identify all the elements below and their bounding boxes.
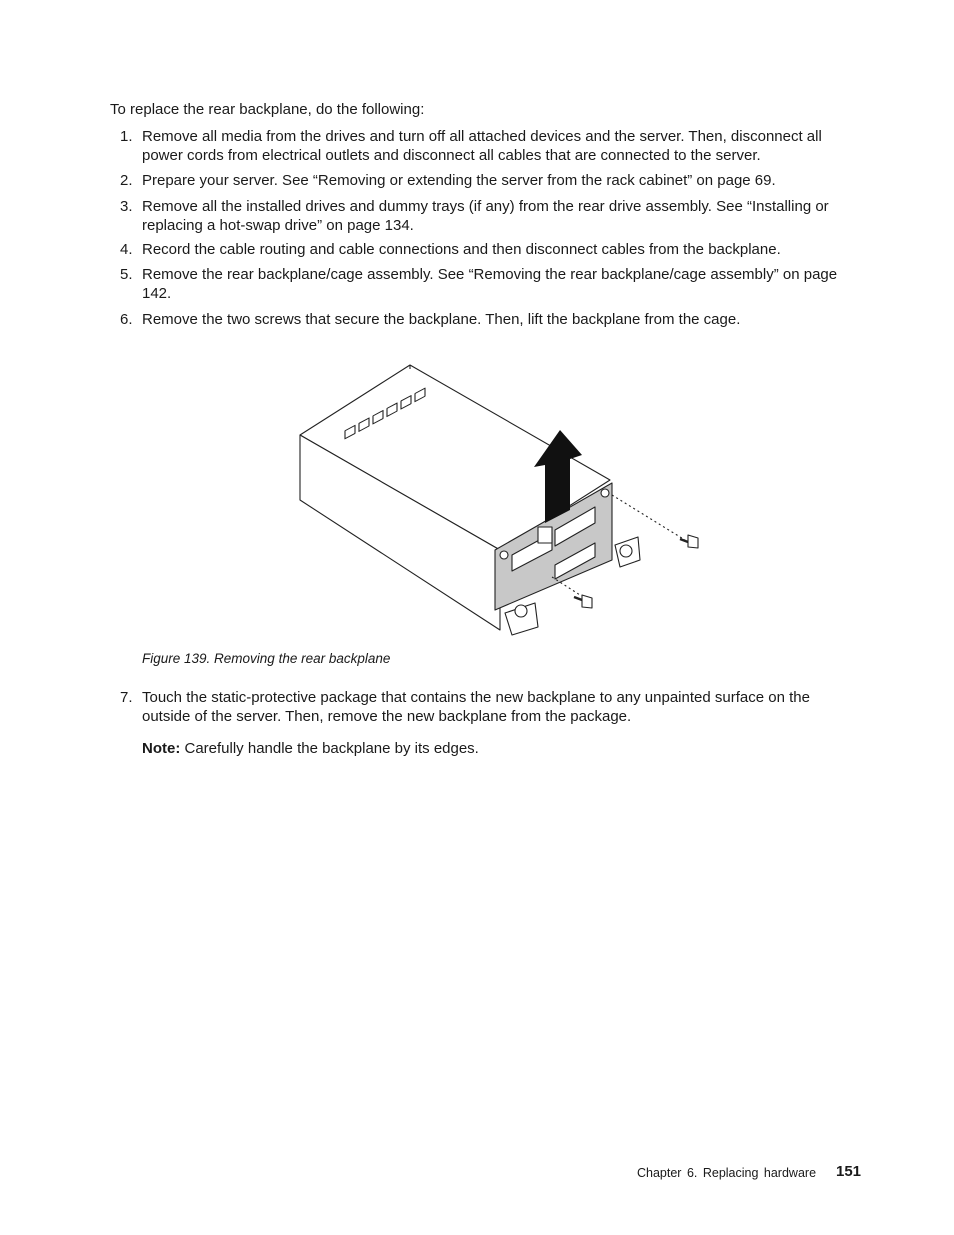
footer-chapter: Chapter 6. Replacing hardware [637, 1166, 817, 1180]
step-number: 1. [120, 128, 133, 145]
step-text: Remove the two screws that secure the backplane. Then, lift the backplane from the cage. [142, 311, 741, 328]
figure-caption: Figure 139. Removing the rear backplane [142, 651, 391, 666]
note-label: Note: [142, 740, 181, 757]
note [142, 740, 479, 758]
step-number: 5. [120, 266, 133, 283]
step-text: Remove the rear backplane/cage assembly. See “Removing the rear backplane/cage assembly” on page 142. [142, 266, 838, 302]
step-text: Record the cable routing and cable connections and then disconnect cables from the backplane. [142, 241, 781, 258]
intro-text: To replace the rear backplane, do the following: [110, 101, 425, 118]
backplane-removal-figure [290, 355, 730, 645]
step-text: Remove all the installed drives and dummy trays (if any) from the rear drive assembly. See “Installing or replacing a hot-swap drive” on page 134. [142, 198, 829, 234]
backplane-illustration [290, 355, 730, 645]
note-text: Carefully handle the backplane by its edges. [184, 740, 479, 757]
step-number: 6. [120, 311, 133, 328]
step-number: 3. [120, 198, 133, 215]
step-number: 4. [120, 241, 133, 258]
step-number: 2. [120, 172, 133, 189]
step-number: 7. [120, 689, 133, 706]
step-text: Remove all media from the drives and turn off all attached devices and the server. Then, disconnect all power cords from electrical outlets and disconnect all cables that are connected to the server. [142, 128, 822, 164]
step-text: Prepare your server. See “Removing or extending the server from the rack cabinet” on page 69. [142, 172, 776, 189]
step-text: Touch the static-protective package that contains the new backplane to any unpainted surface on the outside of the server. Then, remove the new backplane from the package. [142, 689, 810, 725]
screw-right [612, 495, 698, 548]
page-number: 151 [836, 1163, 862, 1180]
